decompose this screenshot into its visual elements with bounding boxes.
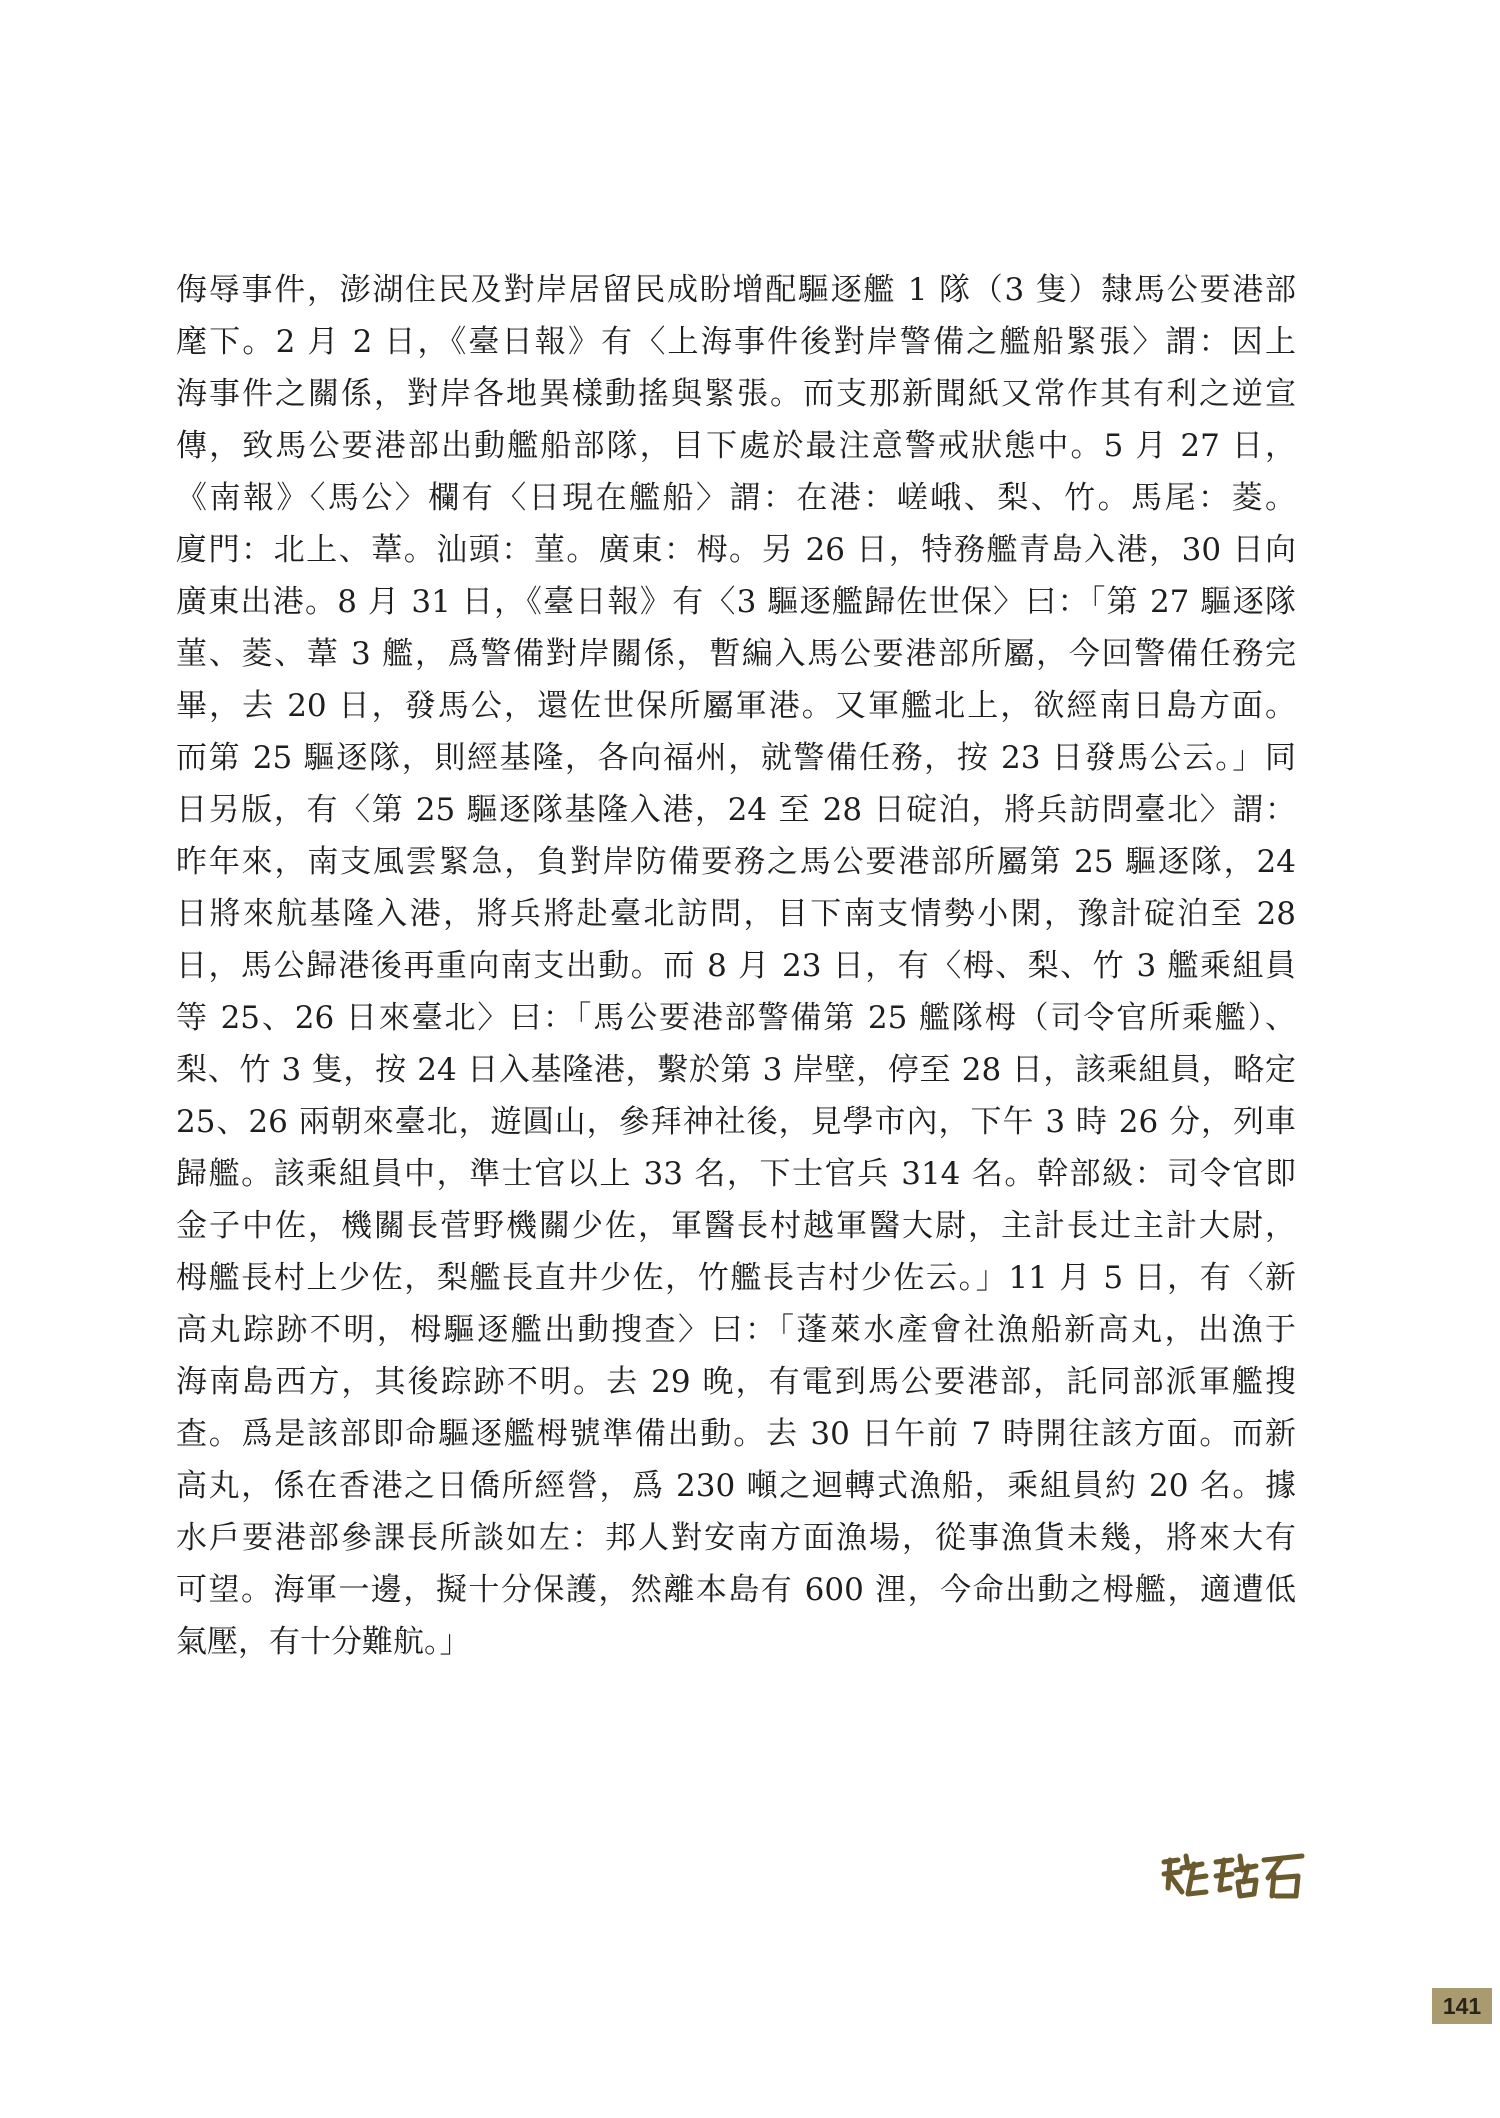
text-line: 高丸，係在香港之日僑所經營，爲 230 噸之迴轉式漁船，乘組員約 20 名。據	[176, 1468, 1296, 1504]
text-line: 《南報》〈馬公〉欄有〈日現在艦船〉謂：在港：嵯峨、梨、竹。馬尾：菱。	[176, 480, 1296, 516]
text-line: 日將來航基隆入港，將兵將赴臺北訪問，目下南支情勢小閑，豫計碇泊至 28	[176, 896, 1296, 932]
text-line: 可望。海軍一邊，擬十分保護，然離本島有 600 浬，今命出動之栂艦，適遭低	[176, 1572, 1296, 1608]
text-line: 金子中佐，機關長菅野機關少佐，軍醫長村越軍醫大尉，主計長辻主計大尉，	[176, 1208, 1296, 1244]
text-line: 海事件之關係，對岸各地異樣動搖與緊張。而支那新聞紙又常作其有利之逆宣	[176, 376, 1296, 412]
calligraphy-signature	[1158, 1848, 1308, 1902]
text-line: 梨、竹 3 隻，按 24 日入基隆港，繫於第 3 岸壁，停至 28 日，該乘組員，略定	[176, 1052, 1296, 1088]
text-line: 25、26 兩朝來臺北，遊圓山，參拜神社後，見學市內，下午 3 時 26 分，列車	[176, 1104, 1296, 1140]
text-line: 日另版，有〈第 25 驅逐隊基隆入港，24 至 28 日碇泊，將兵訪問臺北〉謂：	[176, 792, 1296, 828]
text-line: 歸艦。該乘組員中，準士官以上 33 名，下士官兵 314 名。幹部級：司令官即	[176, 1156, 1296, 1192]
text-line: 麾下。2 月 2 日，《臺日報》有〈上海事件後對岸警備之艦船緊張〉謂：因上	[176, 324, 1296, 360]
signature-mark	[1158, 1848, 1308, 1902]
text-line: 海南島西方，其後踪跡不明。去 29 晚，有電到馬公要港部，託同部派軍艦搜	[176, 1364, 1296, 1400]
text-line: 查。爲是該部即命驅逐艦栂號準備出動。去 30 日午前 7 時開往該方面。而新	[176, 1416, 1296, 1452]
text-line: 侮辱事件，澎湖住民及對岸居留民成盼增配驅逐艦 1 隊（3 隻）隸馬公要港部	[176, 272, 1296, 308]
text-line: 傳，致馬公要港部出動艦船部隊，目下處於最注意警戒狀態中。5 月 27 日，	[176, 428, 1296, 464]
text-line: 等 25、26 日來臺北〉曰：「馬公要港部警備第 25 艦隊栂（司令官所乘艦）、	[176, 1000, 1296, 1036]
text-line: 菫、菱、葦 3 艦，爲警備對岸關係，暫編入馬公要港部所屬，今回警備任務完	[176, 636, 1296, 672]
text-line: 水戶要港部參課長所談如左：邦人對安南方面漁場，從事漁貨未幾，將來大有	[176, 1520, 1296, 1556]
text-line: 氣壓，有十分難航。」	[176, 1624, 471, 1660]
text-line: 昨年來，南支風雲緊急，負對岸防備要務之馬公要港部所屬第 25 驅逐隊，24	[176, 844, 1296, 880]
text-line: 畢，去 20 日，發馬公，還佐世保所屬軍港。又軍艦北上，欲經南日島方面。	[176, 688, 1296, 724]
text-line: 而第 25 驅逐隊，則經基隆，各向福州，就警備任務，按 23 日發馬公云。」同	[176, 740, 1296, 776]
text-line: 高丸踪跡不明，栂驅逐艦出動搜查〉曰：「蓬萊水產會社漁船新高丸，出漁于	[176, 1312, 1296, 1348]
body-text	[176, 264, 1296, 1668]
page-number: 141	[1432, 1988, 1492, 2024]
text-line: 栂艦長村上少佐，梨艦長直井少佐，竹艦長吉村少佐云。」11 月 5 日，有〈新	[176, 1260, 1296, 1296]
text-line: 日，馬公歸港後再重向南支出動。而 8 月 23 日，有〈栂、梨、竹 3 艦乘組員	[176, 948, 1296, 984]
text-line: 廣東出港。8 月 31 日，《臺日報》有〈3 驅逐艦歸佐世保〉曰：「第 27 驅逐隊	[176, 584, 1296, 620]
text-line: 廈門：北上、葦。汕頭：菫。廣東：栂。另 26 日，特務艦青島入港，30 日向	[176, 532, 1296, 568]
